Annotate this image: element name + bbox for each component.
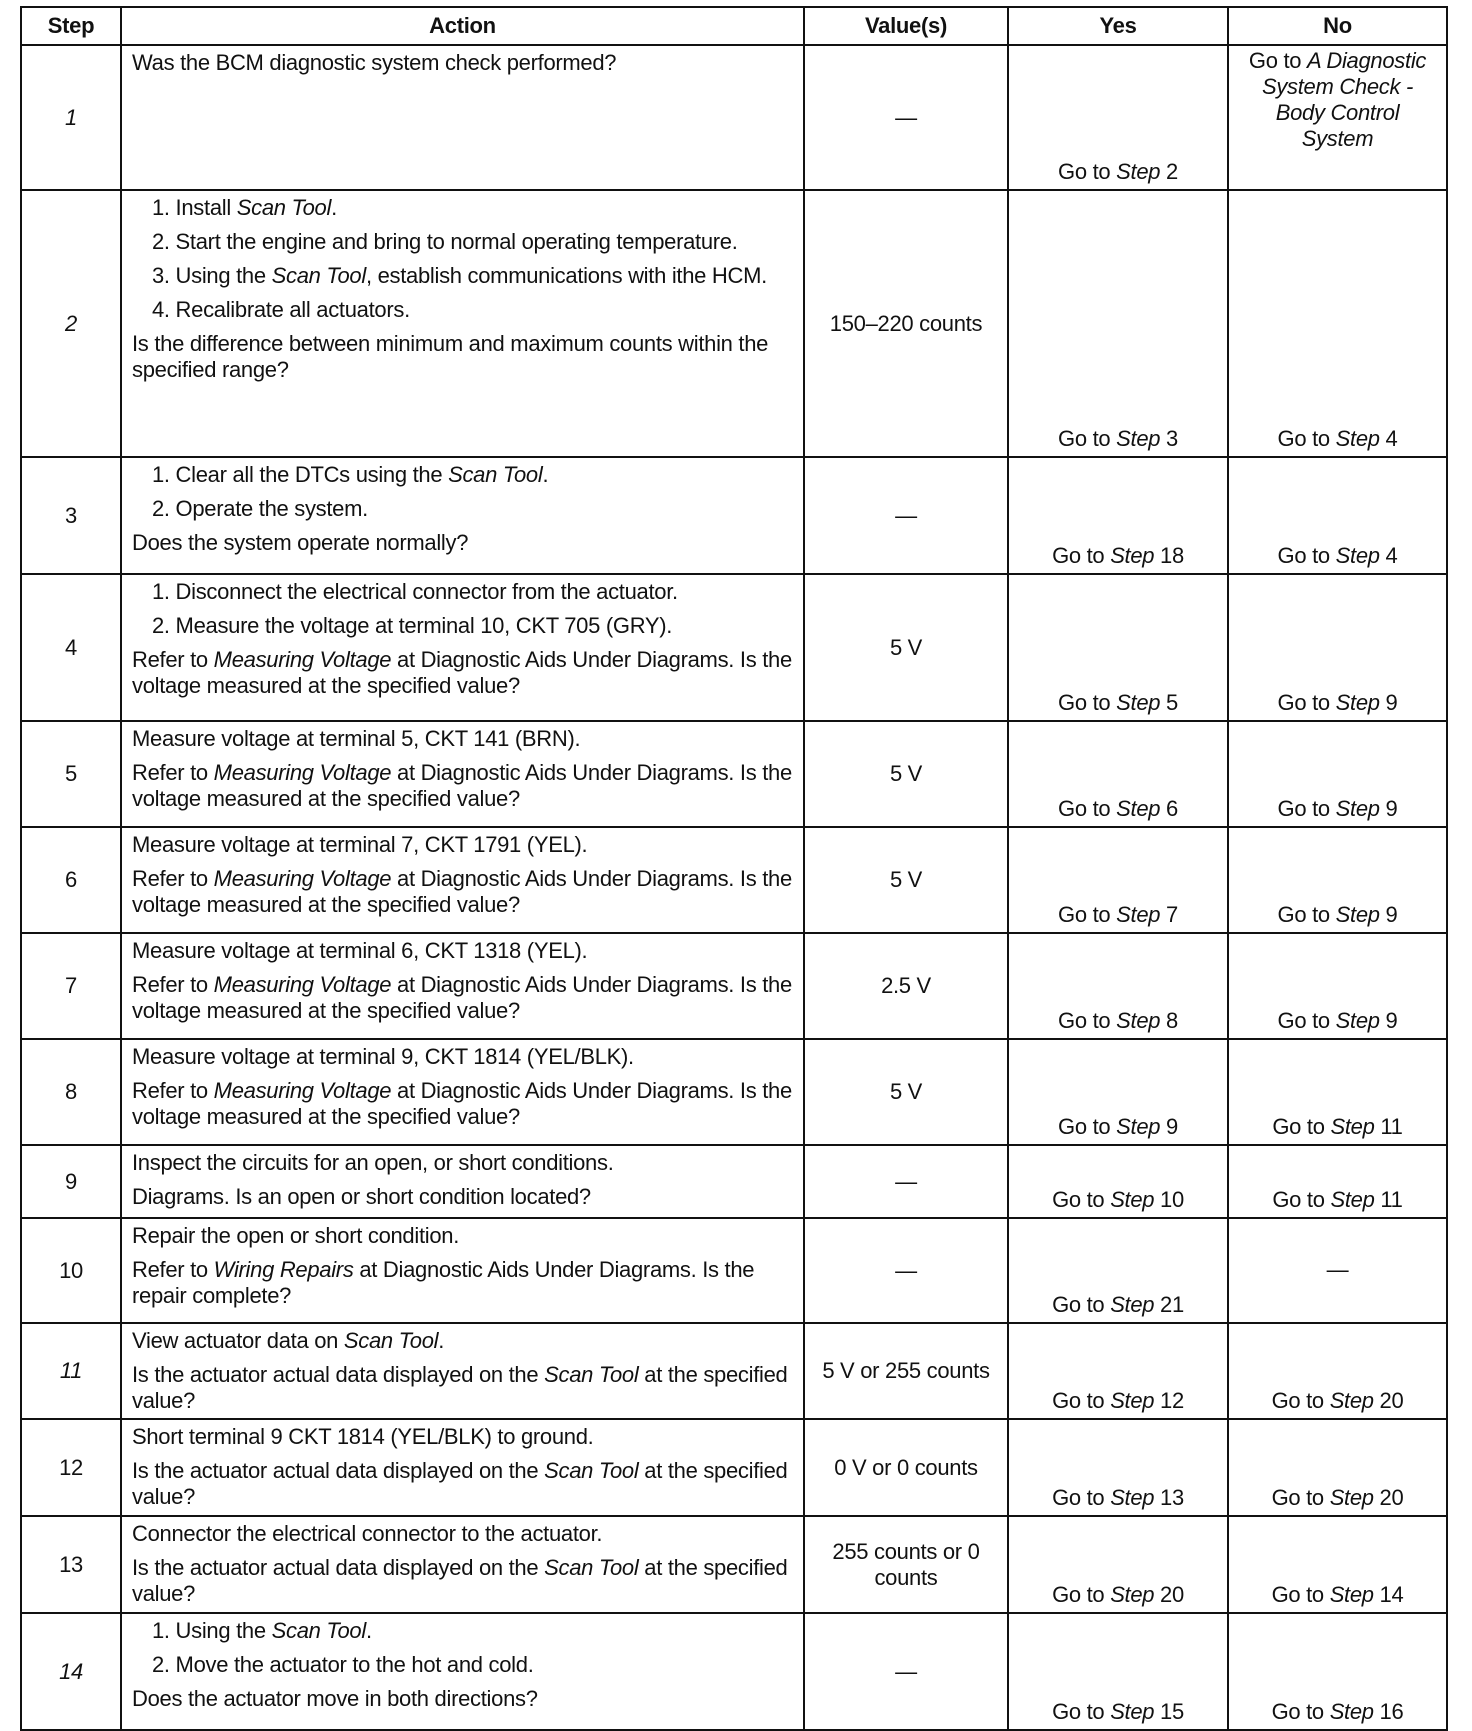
step-number: 4 bbox=[21, 574, 121, 721]
text: Refer to bbox=[132, 1257, 214, 1282]
action-paragraph bbox=[132, 1686, 793, 1712]
text: Go to bbox=[1277, 543, 1336, 568]
action-cell bbox=[121, 721, 804, 827]
text: 16 bbox=[1373, 1699, 1404, 1724]
text: Go to bbox=[1052, 543, 1111, 568]
action-paragraph bbox=[132, 866, 793, 918]
action-paragraph bbox=[132, 1521, 793, 1547]
step-number: 9 bbox=[21, 1145, 121, 1218]
yes-action-cell bbox=[1008, 1419, 1228, 1516]
text: 1. Install bbox=[152, 195, 237, 220]
table-row bbox=[21, 1218, 1447, 1323]
no-action-cell bbox=[1228, 1516, 1447, 1613]
text: Go to bbox=[1052, 1292, 1111, 1317]
step-number: 8 bbox=[21, 1039, 121, 1145]
no-action-cell bbox=[1228, 933, 1447, 1039]
header-no: No bbox=[1228, 7, 1447, 45]
emphasis-text: Step bbox=[1329, 1699, 1374, 1724]
text: Go to bbox=[1058, 426, 1117, 451]
table-row bbox=[21, 574, 1447, 721]
step-number: 2 bbox=[21, 190, 121, 457]
text: Go to bbox=[1277, 902, 1336, 927]
action-paragraph bbox=[132, 195, 793, 221]
text: 9 bbox=[1379, 902, 1398, 927]
emphasis-text: Step bbox=[1335, 426, 1380, 451]
text: Go to bbox=[1058, 159, 1117, 184]
text: at the specified value? bbox=[132, 1362, 788, 1413]
emphasis-text: Step bbox=[1330, 1187, 1375, 1212]
text: . bbox=[365, 1618, 372, 1643]
text: Go to bbox=[1058, 690, 1117, 715]
step-number: 13 bbox=[21, 1516, 121, 1613]
no-action-cell bbox=[1228, 1323, 1447, 1419]
value-cell: 5 V bbox=[804, 1039, 1008, 1145]
text: 21 bbox=[1154, 1292, 1184, 1317]
no-action-cell bbox=[1228, 721, 1447, 827]
action-paragraph bbox=[132, 229, 793, 255]
action-paragraph bbox=[132, 297, 793, 323]
text: at the specified value? bbox=[132, 1458, 788, 1509]
header-yes: Yes bbox=[1008, 7, 1228, 45]
text: Short terminal 9 CKT 1814 (YEL/BLK) to ground. bbox=[132, 1424, 594, 1449]
no-action-cell bbox=[1228, 190, 1447, 457]
text: at Diagnostic Aids Under Diagrams. Is the voltage measured at the specified value? bbox=[132, 1078, 792, 1129]
action-paragraph bbox=[132, 530, 793, 556]
emphasis-text: Step bbox=[1116, 159, 1161, 184]
text: 1. Clear all the DTCs using the bbox=[152, 462, 449, 487]
action-paragraph bbox=[132, 1458, 793, 1510]
text: Go to bbox=[1248, 48, 1308, 73]
emphasis-text: Step bbox=[1110, 1485, 1155, 1510]
text: 14 bbox=[1373, 1582, 1404, 1607]
no-action-cell bbox=[1228, 1218, 1447, 1323]
action-paragraph bbox=[132, 1044, 793, 1070]
text: 13 bbox=[1154, 1485, 1184, 1510]
yes-action-cell bbox=[1008, 1145, 1228, 1218]
action-paragraph bbox=[132, 1362, 793, 1414]
yes-action-cell bbox=[1008, 190, 1228, 457]
action-cell bbox=[121, 933, 804, 1039]
text: 3. Using the bbox=[152, 263, 272, 288]
emphasis-text: Step bbox=[1110, 1699, 1155, 1724]
text: Does the actuator move in both directions? bbox=[132, 1686, 538, 1711]
table-row bbox=[21, 827, 1447, 933]
text: 15 bbox=[1154, 1699, 1184, 1724]
text: 2. Measure the voltage at terminal 10, CKT 705 (GRY). bbox=[152, 613, 673, 638]
action-paragraph bbox=[132, 1555, 793, 1607]
emphasis-text: Step bbox=[1116, 796, 1161, 821]
action-cell bbox=[121, 1145, 804, 1218]
emphasis-text: Step bbox=[1110, 1582, 1155, 1607]
action-paragraph bbox=[132, 1223, 793, 1249]
emphasis-text: Scan Tool bbox=[544, 1555, 639, 1580]
emphasis-text: Scan Tool bbox=[343, 1328, 439, 1353]
value-cell: 255 counts or 0 counts bbox=[804, 1516, 1008, 1613]
value-cell: — bbox=[804, 457, 1008, 574]
text: Go to bbox=[1052, 1485, 1111, 1510]
text: 12 bbox=[1154, 1388, 1184, 1413]
no-action-cell bbox=[1228, 574, 1447, 721]
text: 2. Operate the system. bbox=[152, 496, 368, 521]
text: View actuator data on bbox=[132, 1328, 344, 1353]
yes-action-cell bbox=[1008, 45, 1228, 190]
text: 9 bbox=[1379, 690, 1398, 715]
text: 4 bbox=[1379, 426, 1398, 451]
text: at Diagnostic Aids Under Diagrams. Is the voltage measured at the specified value? bbox=[132, 647, 792, 698]
action-paragraph bbox=[132, 331, 793, 383]
action-paragraph bbox=[132, 647, 793, 699]
emphasis-text: Step bbox=[1116, 426, 1161, 451]
text: Go to bbox=[1052, 1582, 1111, 1607]
text: Go to bbox=[1052, 1187, 1111, 1212]
no-action-cell bbox=[1228, 45, 1447, 190]
text: Go to bbox=[1052, 1388, 1111, 1413]
action-cell bbox=[121, 45, 804, 190]
text: 8 bbox=[1160, 1008, 1178, 1033]
text: Go to bbox=[1058, 796, 1117, 821]
emphasis-text: Step bbox=[1110, 1388, 1155, 1413]
table-row bbox=[21, 1039, 1447, 1145]
emphasis-text: Step bbox=[1110, 543, 1155, 568]
action-paragraph bbox=[132, 50, 793, 76]
action-paragraph bbox=[132, 263, 793, 289]
action-paragraph bbox=[132, 1184, 793, 1210]
no-action-cell bbox=[1228, 1613, 1447, 1730]
text: Refer to bbox=[132, 1078, 214, 1103]
emphasis-text: Scan Tool bbox=[271, 263, 366, 288]
table-row bbox=[21, 1516, 1447, 1613]
table-row bbox=[21, 1323, 1447, 1419]
action-paragraph bbox=[132, 1618, 793, 1644]
text: Go to bbox=[1271, 1582, 1330, 1607]
value-cell: 5 V bbox=[804, 574, 1008, 721]
action-paragraph bbox=[132, 1078, 793, 1130]
action-paragraph bbox=[132, 496, 793, 522]
no-action-cell bbox=[1228, 1039, 1447, 1145]
text: Go to bbox=[1271, 1485, 1330, 1510]
emphasis-text: Scan Tool bbox=[236, 195, 332, 220]
step-number: 1 bbox=[21, 45, 121, 190]
text: Go to bbox=[1058, 1008, 1117, 1033]
emphasis-text: Step bbox=[1335, 1008, 1380, 1033]
value-cell: 5 V or 255 counts bbox=[804, 1323, 1008, 1419]
text: 20 bbox=[1373, 1485, 1404, 1510]
emphasis-text: Measuring Voltage bbox=[213, 1078, 392, 1103]
text: Measure voltage at terminal 5, CKT 141 (BRN). bbox=[132, 726, 581, 751]
text: 1. Using the bbox=[152, 1618, 272, 1643]
diagnostic-table bbox=[20, 6, 1448, 1731]
text: 11 bbox=[1374, 1187, 1403, 1212]
action-paragraph bbox=[132, 1328, 793, 1354]
text: at Diagnostic Aids Under Diagrams. Is the voltage measured at the specified value? bbox=[132, 760, 792, 811]
text: Refer to bbox=[132, 972, 214, 997]
text: 20 bbox=[1154, 1582, 1184, 1607]
table-row bbox=[21, 933, 1447, 1039]
emphasis-text: A Diagnostic System Check - Body Control System bbox=[1261, 48, 1427, 151]
action-paragraph bbox=[132, 832, 793, 858]
text: Refer to bbox=[132, 647, 214, 672]
action-paragraph bbox=[132, 726, 793, 752]
step-number: 14 bbox=[21, 1613, 121, 1730]
yes-action-cell bbox=[1008, 933, 1228, 1039]
emphasis-text: Step bbox=[1110, 1292, 1155, 1317]
text: Go to bbox=[1272, 1187, 1331, 1212]
text: Connector the electrical connector to the actuator. bbox=[132, 1521, 603, 1546]
value-cell: 5 V bbox=[804, 827, 1008, 933]
emphasis-text: Step bbox=[1116, 1008, 1161, 1033]
action-cell bbox=[121, 1516, 804, 1613]
no-action-cell bbox=[1228, 1419, 1447, 1516]
text: Was the BCM diagnostic system check performed? bbox=[132, 50, 617, 75]
step-number: 11 bbox=[21, 1323, 121, 1419]
action-cell bbox=[121, 1419, 804, 1516]
step-number: 12 bbox=[21, 1419, 121, 1516]
action-cell bbox=[121, 574, 804, 721]
emphasis-text: Scan Tool bbox=[271, 1618, 366, 1643]
header-values: Value(s) bbox=[804, 7, 1008, 45]
emphasis-text: Step bbox=[1116, 902, 1161, 927]
text: at Diagnostic Aids Under Diagrams. Is the voltage measured at the specified value? bbox=[132, 866, 792, 917]
text: Measure voltage at terminal 9, CKT 1814 (YEL/BLK). bbox=[132, 1044, 634, 1069]
text: Is the actuator actual data displayed on the bbox=[132, 1362, 545, 1387]
action-cell bbox=[121, 1039, 804, 1145]
action-cell bbox=[121, 190, 804, 457]
text: 11 bbox=[1374, 1114, 1403, 1139]
value-cell: — bbox=[804, 45, 1008, 190]
action-paragraph bbox=[132, 1424, 793, 1450]
text: 4. Recalibrate all actuators. bbox=[152, 297, 410, 322]
action-paragraph bbox=[132, 1150, 793, 1176]
text: Does the system operate normally? bbox=[132, 530, 469, 555]
yes-action-cell bbox=[1008, 574, 1228, 721]
action-cell bbox=[121, 1613, 804, 1730]
text: Go to bbox=[1052, 1699, 1111, 1724]
table-row bbox=[21, 1613, 1447, 1730]
emphasis-text: Scan Tool bbox=[544, 1362, 639, 1387]
no-action-cell bbox=[1228, 827, 1447, 933]
emphasis-text: Measuring Voltage bbox=[213, 972, 392, 997]
action-paragraph bbox=[132, 1652, 793, 1678]
header-row bbox=[21, 7, 1447, 45]
text: Inspect the circuits for an open, or short conditions. bbox=[132, 1150, 614, 1175]
text: 10 bbox=[1154, 1187, 1184, 1212]
text: . bbox=[331, 195, 337, 220]
value-cell: 150–220 counts bbox=[804, 190, 1008, 457]
text: 20 bbox=[1373, 1388, 1404, 1413]
action-paragraph bbox=[132, 1257, 793, 1309]
action-paragraph bbox=[132, 760, 793, 812]
step-number: 3 bbox=[21, 457, 121, 574]
text: 2 bbox=[1160, 159, 1178, 184]
text: — bbox=[1326, 1256, 1349, 1282]
emphasis-text: Step bbox=[1335, 796, 1380, 821]
action-paragraph bbox=[132, 613, 793, 639]
emphasis-text: Step bbox=[1116, 690, 1161, 715]
emphasis-text: Scan Tool bbox=[448, 462, 543, 487]
value-cell: — bbox=[804, 1613, 1008, 1730]
action-paragraph bbox=[132, 938, 793, 964]
text: 6 bbox=[1160, 796, 1178, 821]
yes-action-cell bbox=[1008, 457, 1228, 574]
step-number: 6 bbox=[21, 827, 121, 933]
text: 9 bbox=[1379, 1008, 1398, 1033]
table-row bbox=[21, 457, 1447, 574]
action-cell bbox=[121, 457, 804, 574]
no-action-cell bbox=[1228, 457, 1447, 574]
emphasis-text: Step bbox=[1329, 1485, 1374, 1510]
yes-action-cell bbox=[1008, 1613, 1228, 1730]
text: Measure voltage at terminal 7, CKT 1791 (YEL). bbox=[132, 832, 588, 857]
yes-action-cell bbox=[1008, 1039, 1228, 1145]
emphasis-text: Measuring Voltage bbox=[213, 866, 392, 891]
action-cell bbox=[121, 1323, 804, 1419]
value-cell: — bbox=[804, 1145, 1008, 1218]
text: 9 bbox=[1160, 1114, 1178, 1139]
no-action-cell bbox=[1228, 1145, 1447, 1218]
text: Is the actuator actual data displayed on the bbox=[132, 1555, 545, 1580]
text: Go to bbox=[1272, 1114, 1331, 1139]
text: at the specified value? bbox=[132, 1555, 788, 1606]
text: 4 bbox=[1379, 543, 1398, 568]
action-paragraph bbox=[132, 462, 793, 488]
text: Diagrams. Is an open or short condition located? bbox=[132, 1184, 591, 1209]
emphasis-text: Step bbox=[1330, 1114, 1375, 1139]
value-cell: 2.5 V bbox=[804, 933, 1008, 1039]
text: 9 bbox=[1379, 796, 1398, 821]
text: Is the actuator actual data displayed on the bbox=[132, 1458, 545, 1483]
text: Go to bbox=[1271, 1388, 1330, 1413]
text: Refer to bbox=[132, 866, 214, 891]
text: Is the difference between minimum and maximum counts within the specified range? bbox=[132, 331, 769, 382]
emphasis-text: Step bbox=[1116, 1114, 1161, 1139]
text: at Diagnostic Aids Under Diagrams. Is the voltage measured at the specified value? bbox=[132, 972, 792, 1023]
emphasis-text: Wiring Repairs bbox=[213, 1257, 354, 1282]
emphasis-text: Step bbox=[1110, 1187, 1155, 1212]
table-row bbox=[21, 1419, 1447, 1516]
text: 5 bbox=[1160, 690, 1178, 715]
text: Repair the open or short condition. bbox=[132, 1223, 460, 1248]
value-cell: 0 V or 0 counts bbox=[804, 1419, 1008, 1516]
step-number: 7 bbox=[21, 933, 121, 1039]
emphasis-text: Measuring Voltage bbox=[213, 647, 392, 672]
action-paragraph bbox=[132, 579, 793, 605]
step-number: 5 bbox=[21, 721, 121, 827]
emphasis-text: Scan Tool bbox=[544, 1458, 639, 1483]
text: Go to bbox=[1058, 902, 1117, 927]
text: Measure voltage at terminal 6, CKT 1318 (YEL). bbox=[132, 938, 588, 963]
text: 3 bbox=[1160, 426, 1178, 451]
emphasis-text: Step bbox=[1335, 543, 1380, 568]
action-cell bbox=[121, 827, 804, 933]
emphasis-text: Step bbox=[1335, 690, 1380, 715]
table-row bbox=[21, 1145, 1447, 1218]
emphasis-text: Step bbox=[1329, 1582, 1374, 1607]
text: . bbox=[438, 1328, 445, 1353]
text: Go to bbox=[1277, 796, 1336, 821]
yes-action-cell bbox=[1008, 1218, 1228, 1323]
table-row bbox=[21, 45, 1447, 190]
text: 2. Move the actuator to the hot and cold. bbox=[152, 1652, 534, 1677]
text: Go to bbox=[1058, 1114, 1117, 1139]
text: Refer to bbox=[132, 760, 214, 785]
table-row bbox=[21, 721, 1447, 827]
text: Go to bbox=[1277, 690, 1336, 715]
text: 2. Start the engine and bring to normal operating temperature. bbox=[152, 229, 738, 254]
emphasis-text: Step bbox=[1335, 902, 1380, 927]
text: 7 bbox=[1160, 902, 1178, 927]
header-action: Action bbox=[121, 7, 804, 45]
text: at Diagnostic Aids Under Diagrams. Is the repair complete? bbox=[132, 1257, 755, 1308]
yes-action-cell bbox=[1008, 721, 1228, 827]
table-row bbox=[21, 190, 1447, 457]
emphasis-text: Step bbox=[1329, 1388, 1374, 1413]
text: 18 bbox=[1154, 543, 1184, 568]
emphasis-text: Measuring Voltage bbox=[213, 760, 392, 785]
yes-action-cell bbox=[1008, 827, 1228, 933]
text: Go to bbox=[1277, 1008, 1336, 1033]
yes-action-cell bbox=[1008, 1516, 1228, 1613]
step-number: 10 bbox=[21, 1218, 121, 1323]
yes-action-cell bbox=[1008, 1323, 1228, 1419]
text: Go to bbox=[1277, 426, 1336, 451]
text: 1. Disconnect the electrical connector from the actuator. bbox=[152, 579, 678, 604]
header-step: Step bbox=[21, 7, 121, 45]
text: Go to bbox=[1271, 1699, 1330, 1724]
text: . bbox=[542, 462, 549, 487]
text: , establish communications with ithe HCM. bbox=[365, 263, 767, 288]
value-cell: — bbox=[804, 1218, 1008, 1323]
action-cell bbox=[121, 1218, 804, 1323]
value-cell: 5 V bbox=[804, 721, 1008, 827]
action-paragraph bbox=[132, 972, 793, 1024]
